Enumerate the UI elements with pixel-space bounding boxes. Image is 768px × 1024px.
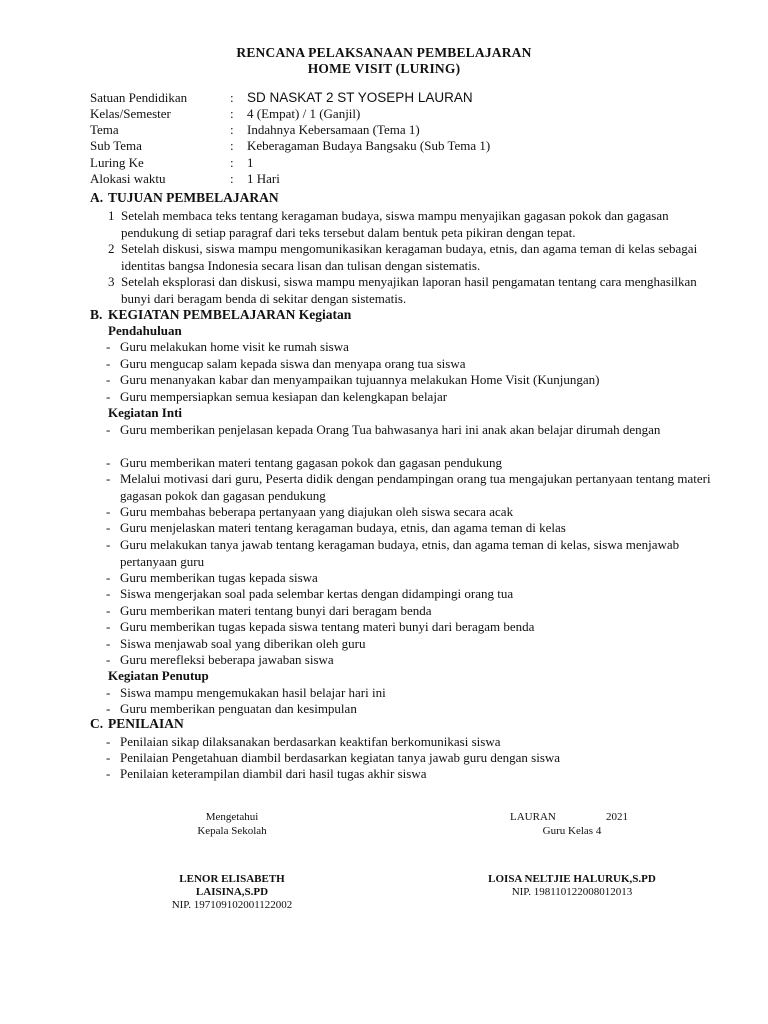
inti-item (106, 471, 721, 504)
item-text: Penilaian Pengetahuan diambil berdasarkan kegiatan tanya jawab guru dengan siswa (120, 750, 561, 765)
identity-value: 1 (247, 155, 254, 170)
bullet-dash: - (106, 372, 111, 387)
item-text: Siswa mampu mengemukakan hasil belajar hari ini (120, 685, 386, 700)
bullet-dash: - (106, 603, 111, 618)
document-subtitle: HOME VISIT (LURING) (307, 61, 461, 76)
inti-item (106, 520, 721, 537)
item-text: Setelah diskusi, siswa mampu mengomunikasikan keragaman budaya, etnis, dan agama teman di kelas sebagai identitas bangsa Indonesia secara lisan dan tulisan dengan sistematis. (121, 241, 698, 273)
penutup-item (106, 701, 721, 718)
signature-right-year: 2021 (606, 811, 628, 823)
document-title: RENCANA PELAKSANAAN PEMBELAJARAN (236, 45, 532, 60)
section-title: PENILAIAN (108, 716, 184, 731)
identity-colon: : (230, 106, 234, 121)
item-text: Setelah membaca teks tentang keragaman budaya, siswa mampu menyajikan gagasan pokok dan gagasan pendukung di setiap paragraf dari teks tersebut dalam bentuk peta pikiran dengan tepat. (121, 208, 669, 240)
tujuan-item-3 (108, 274, 718, 307)
kegiatan-penutup-heading: Kegiatan Penutup (108, 668, 209, 683)
identity-value: 4 (Empat) / 1 (Ganjil) (247, 106, 361, 121)
bullet-dash: - (106, 766, 111, 781)
bullet-dash: - (106, 520, 111, 535)
section-title: TUJUAN PEMBELAJARAN (108, 190, 279, 205)
kegiatan-inti-heading: Kegiatan Inti (108, 405, 183, 420)
inti-item (106, 422, 721, 439)
item-text: Guru memberikan materi tentang gagasan pokok dan gagasan pendukung (120, 455, 502, 470)
identity-colon: : (230, 122, 234, 137)
inti-item (106, 603, 721, 620)
inti-item (106, 652, 721, 669)
pendahuluan-item (106, 356, 721, 373)
penutup-item (106, 685, 721, 702)
identity-colon: : (230, 171, 234, 186)
penilaian-item (106, 734, 721, 751)
item-text: Guru memberikan materi tentang bunyi dari beragam benda (120, 603, 432, 618)
bullet-dash: - (106, 422, 111, 437)
section-letter: A. (90, 190, 104, 205)
signature-left-name-line1: LENOR ELISABETH (179, 873, 285, 885)
inti-item (106, 537, 721, 570)
identity-label: Luring Ke (90, 155, 144, 170)
section-letter: B. (90, 307, 103, 322)
item-text: Penilaian keterampilan diambil dari hasil tugas akhir siswa (120, 766, 427, 781)
signature-left-role: Kepala Sekolah (197, 825, 267, 837)
bullet-dash: - (106, 685, 111, 700)
section-title: KEGIATAN PEMBELAJARAN Kegiatan (108, 307, 352, 322)
pendahuluan-item (106, 339, 721, 356)
item-text: Melalui motivasi dari guru, Peserta didik dengan pendampingan orang tua mengajukan pertanyaan tentang materi gagasan pokok dan gagasan pendukung (120, 471, 711, 503)
identity-label: Tema (90, 122, 119, 137)
item-text: Guru merefleksi beberapa jawaban siswa (120, 652, 334, 667)
signature-left-label: Mengetahui (205, 811, 259, 823)
section-a-heading (90, 190, 279, 206)
inti-item (106, 636, 721, 653)
inti-item (106, 504, 721, 521)
item-text: Setelah eksplorasi dan diskusi, siswa mampu menyajikan laporan hasil pengamatan tentang cara menghasilkan bunyi dari beragam benda di sekitar dengan sistematis. (121, 274, 697, 306)
item-text: Penilaian sikap dilaksanakan berdasarkan keaktifan berkomunikasi siswa (120, 734, 501, 749)
bullet-dash: - (106, 750, 111, 765)
bullet-dash: - (106, 339, 111, 354)
item-text: Guru menanyakan kabar dan menyampaikan tujuannya melakukan Home Visit (Kunjungan) (120, 372, 600, 387)
inti-item (106, 570, 721, 587)
identity-label: Alokasi waktu (90, 171, 166, 186)
tujuan-item-1 (108, 208, 718, 241)
item-text: Guru memberikan penguatan dan kesimpulan (120, 701, 357, 716)
section-letter: C. (90, 716, 104, 731)
item-text: Siswa mengerjakan soal pada selembar kertas dengan didampingi orang tua (120, 586, 514, 601)
pendahuluan-item (106, 372, 721, 389)
signature-right-name: LOISA NELTJIE HALURUK,S.PD (488, 873, 656, 885)
item-text: Guru menjelaskan materi tentang keragaman budaya, etnis, dan agama teman di kelas (120, 520, 566, 535)
bullet-dash: - (106, 570, 111, 585)
bullet-dash: - (106, 734, 111, 749)
item-text: Siswa menjawab soal yang diberikan oleh guru (120, 636, 366, 651)
penilaian-item (106, 766, 721, 783)
item-text: Guru melakukan home visit ke rumah siswa (120, 339, 349, 354)
signature-right-role: Guru Kelas 4 (542, 825, 602, 837)
identity-value: Keberagaman Budaya Bangsaku (Sub Tema 1) (247, 138, 491, 153)
inti-item (106, 619, 721, 636)
bullet-dash: - (106, 586, 111, 601)
identity-colon: : (230, 155, 234, 170)
bullet-dash: - (106, 652, 111, 667)
identity-value: SD NASKAT 2 ST YOSEPH LAURAN (247, 90, 473, 105)
inti-item (106, 586, 721, 603)
identity-value: Indahnya Kebersamaan (Tema 1) (247, 122, 420, 137)
bullet-dash: - (106, 537, 111, 552)
item-text: Guru mengucap salam kepada siswa dan menyapa orang tua siswa (120, 356, 466, 371)
bullet-dash: - (106, 619, 111, 634)
pendahuluan-item (106, 389, 721, 406)
bullet-dash: - (106, 389, 111, 404)
signature-right-nip: NIP. 198110122008012013 (511, 886, 633, 898)
penilaian-item (106, 750, 721, 767)
item-text: Guru memberikan tugas kepada siswa tentang materi bunyi dari beragam benda (120, 619, 535, 634)
signature-left-name-line2: LAISINA,S.PD (195, 886, 269, 898)
bullet-dash: - (106, 504, 111, 519)
item-text: Guru membahas beberapa pertanyaan yang diajukan oleh siswa secara acak (120, 504, 514, 519)
item-text: Guru mempersiapkan semua kesiapan dan kelengkapan belajar (120, 389, 448, 404)
identity-label: Kelas/Semester (90, 106, 171, 121)
identity-label: Sub Tema (90, 138, 142, 153)
bullet-dash: - (106, 636, 111, 651)
identity-label: Satuan Pendidikan (90, 90, 188, 105)
identity-value: 1 Hari (247, 171, 280, 186)
section-b-heading (90, 307, 351, 323)
identity-colon: : (230, 90, 234, 105)
bullet-dash: - (106, 455, 111, 470)
tujuan-item-2 (108, 241, 718, 274)
signature-left-nip: NIP. 197109102001122002 (171, 899, 293, 911)
bullet-dash: - (106, 701, 111, 716)
section-c-heading (90, 716, 184, 732)
item-number: 3 (108, 274, 115, 289)
item-text: Guru memberikan penjelasan kepada Orang Tua bahwasanya hari ini anak akan belajar dirumah dengan (120, 422, 661, 437)
identity-colon: : (230, 138, 234, 153)
item-text: Guru memberikan tugas kepada siswa (120, 570, 318, 585)
item-text: Guru melakukan tanya jawab tentang keragaman budaya, etnis, dan agama teman di kelas, siswa menjawab pertanyaan guru (120, 537, 680, 569)
pendahuluan-heading: Pendahuluan (108, 323, 182, 338)
item-number: 2 (108, 241, 115, 256)
signature-right-place: LAURAN (510, 811, 556, 823)
bullet-dash: - (106, 356, 111, 371)
bullet-dash: - (106, 471, 111, 486)
inti-item (106, 455, 721, 472)
item-number: 1 (108, 208, 115, 223)
